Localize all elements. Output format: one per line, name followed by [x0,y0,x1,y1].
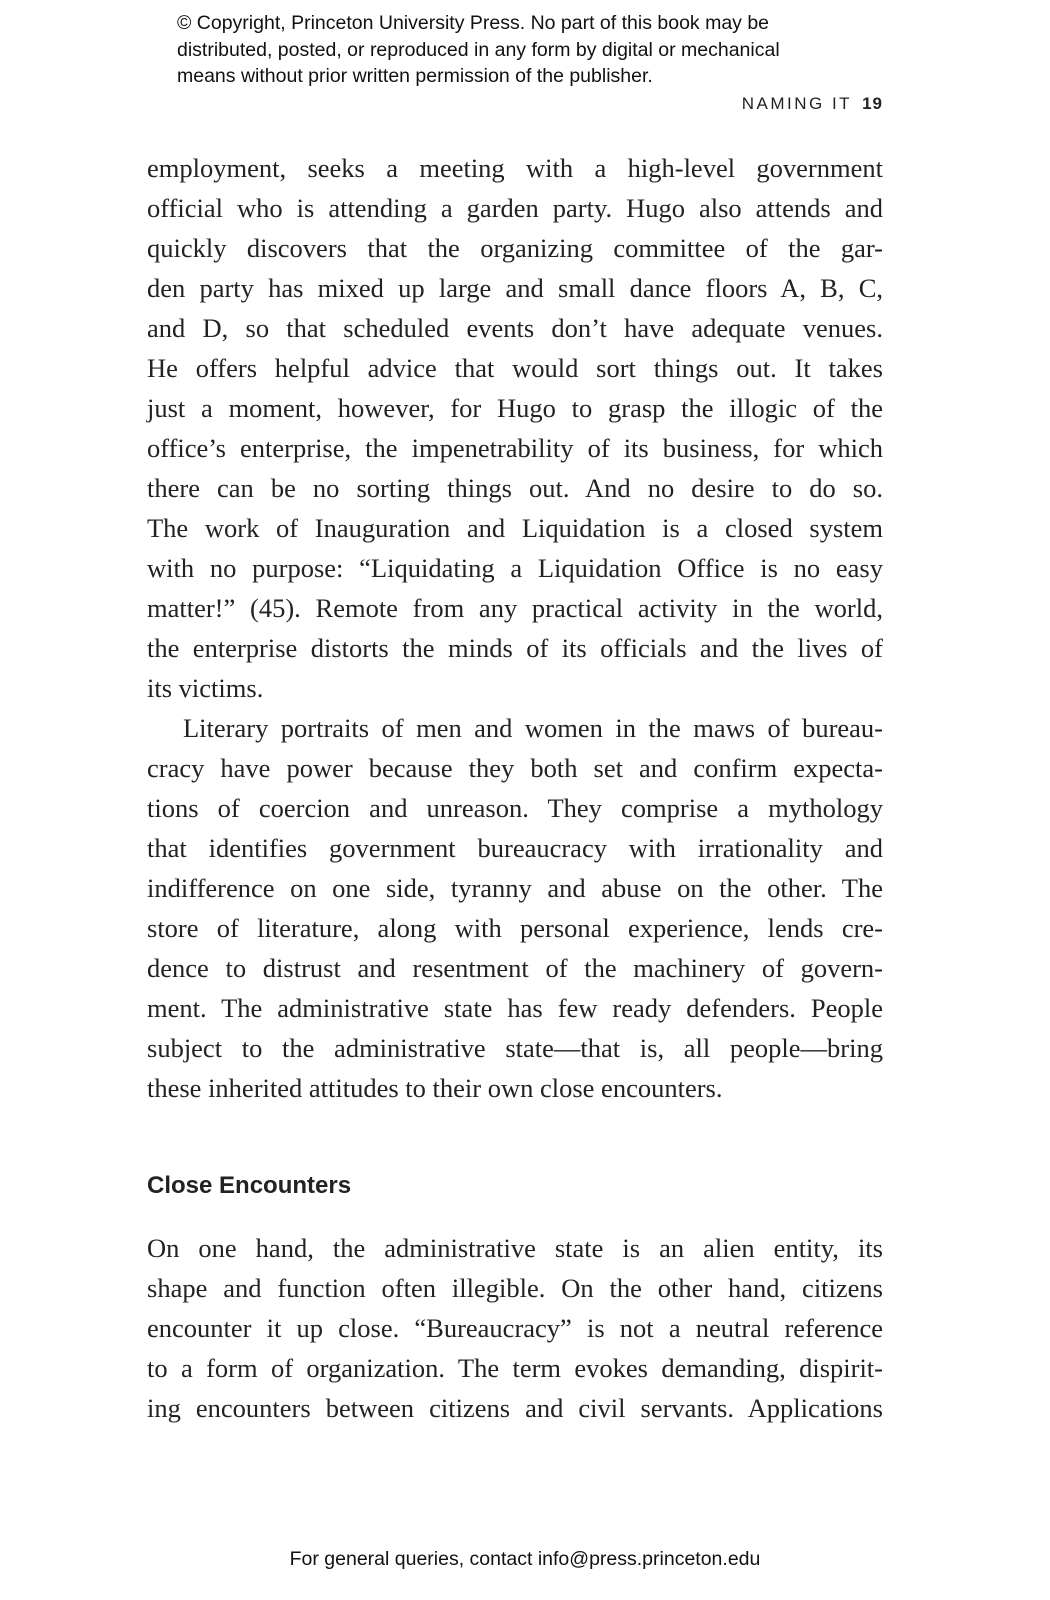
page-number: 19 [862,94,883,113]
text-line: employment, seeks a meeting with a high-level government [147,153,883,183]
section-heading: Close Encounters [147,1172,352,1199]
text-line: there can be no sorting things out. And no desire to do so. [147,473,883,503]
text-line: and D, so that scheduled events don’t have adequate venues. [147,313,883,343]
copyright-line: distributed, posted, or reproduced in any form by digital or mechanical [177,38,780,61]
text-line: matter!” (45). Remote from any practical activity in the world, [147,593,883,623]
text-line: shape and function often illegible. On the other hand, citizens [147,1273,883,1303]
text-line: tions of coercion and unreason. They comprise a mythology [147,793,883,823]
copyright-notice [177,10,780,90]
text-line: indifference on one side, tyranny and abuse on the other. The [147,873,883,903]
text-line: Literary portraits of men and women in the maws of bureau- [183,713,883,743]
text-line: subject to the administrative state—that is, all people—bring [147,1033,883,1063]
text-line: with no purpose: “Liquidating a Liquidation Office is no easy [147,553,883,583]
text-line: On one hand, the administrative state is an alien entity, its [147,1233,883,1263]
text-line: office’s enterprise, the impenetrability of its business, for which [147,433,883,463]
text-line: store of literature, along with personal experience, lends cre- [147,913,883,943]
text-line: The work of Inauguration and Liquidation is a closed system [147,513,883,543]
running-head-title: NAMING IT [741,94,853,113]
text-line: these inherited attitudes to their own close encounters. [147,1073,723,1103]
text-line: He offers helpful advice that would sort things out. It takes [147,353,883,383]
text-line: the enterprise distorts the minds of its officials and the lives of [147,633,883,663]
text-line: ment. The administrative state has few ready defenders. People [147,993,883,1023]
paragraph [147,148,883,708]
text-line: encounter it up close. “Bureaucracy” is not a neutral reference [147,1313,883,1343]
copyright-line: © Copyright, Princeton University Press. No part of this book may be [177,12,770,34]
footer-contact: For general queries, contact info@press.princeton.edu [289,1548,761,1570]
text-line: cracy have power because they both set and confirm expecta- [147,753,883,783]
paragraph [147,1228,883,1428]
text-line: to a form of organization. The term evokes demanding, dispirit- [147,1353,883,1383]
text-line: official who is attending a garden party. Hugo also attends and [147,193,883,223]
running-head [742,94,883,114]
text-line: dence to distrust and resentment of the machinery of govern- [147,953,883,983]
paragraph [147,708,883,1108]
copyright-line: means without prior written permission of the publisher. [177,65,653,87]
text-line: that identifies government bureaucracy with irrationality and [147,833,883,863]
text-line: just a moment, however, for Hugo to grasp the illogic of the [147,393,883,423]
text-line: quickly discovers that the organizing committee of the gar- [147,233,883,263]
text-line: its victims. [147,673,264,703]
text-line: ing encounters between citizens and civil servants. Applications [147,1393,883,1423]
text-line: den party has mixed up large and small dance floors A, B, C, [147,273,883,303]
